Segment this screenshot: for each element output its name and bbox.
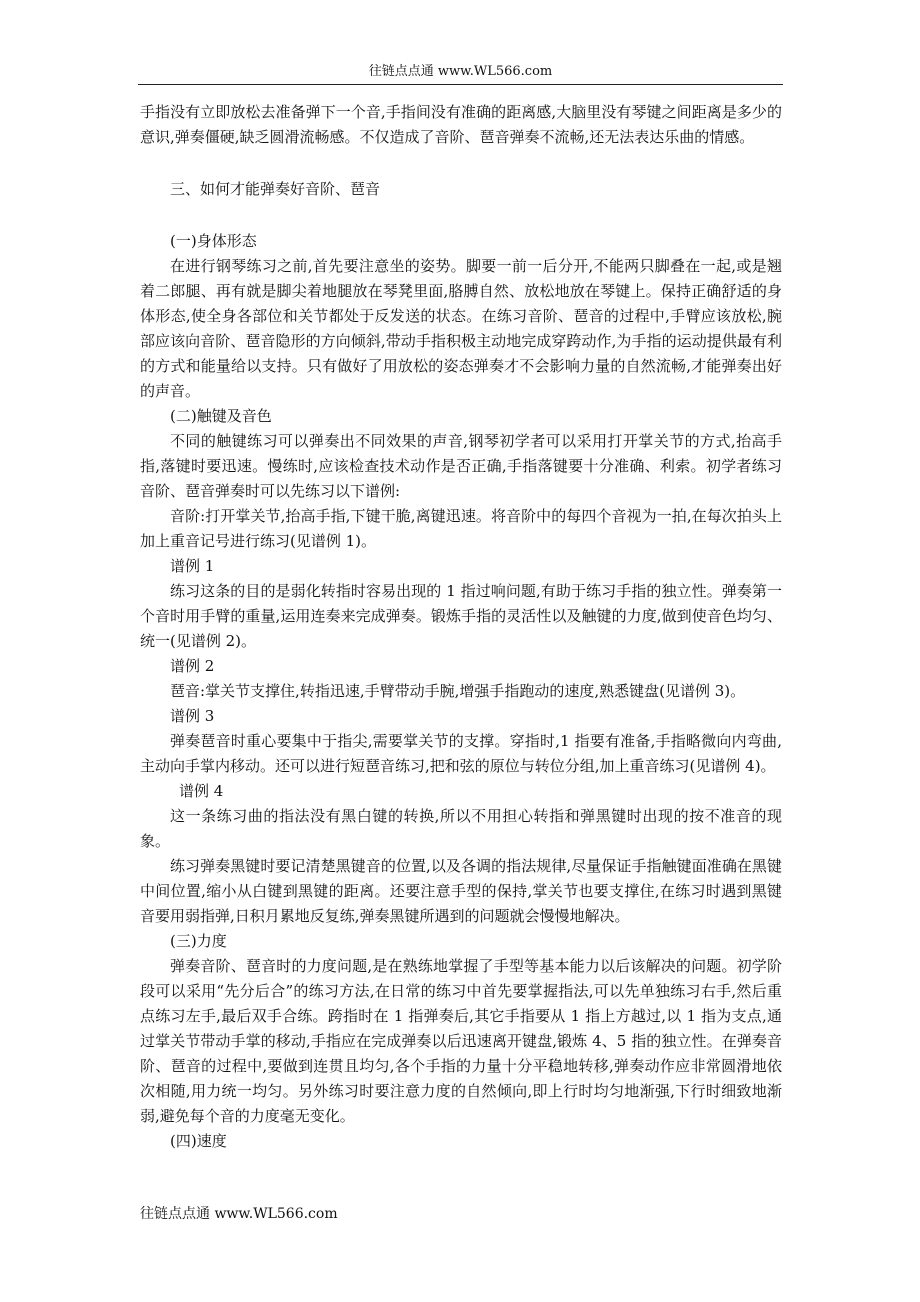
header-divider xyxy=(138,84,783,85)
paragraph-intro: 手指没有立即放松去准备弹下一个音,手指间没有准确的距离感,大脑里没有琴键之间距离是多少的意识,弹奏僵硬,缺乏圆滑流畅感。不仅造成了音阶、琶音弹奏不流畅,还无法表达乐曲的情感。 xyxy=(140,103,782,146)
page-header: 往链点点通 www.WL566.com xyxy=(368,64,553,79)
document-body xyxy=(140,100,782,1154)
example-label-1: 谱例 1 xyxy=(170,557,215,575)
paragraph-example-1: 练习这条的目的是弱化转指时容易出现的 1 指过响问题,有助于练习手指的独立性。弹奏第一个音时用手臂的重量,运用连奏来完成弹奏。锻炼手指的灵活性以及触键的力度,做到使音色均匀、统一(见谱例 2)。 xyxy=(140,582,782,650)
paragraph-example-4b: 练习弹奏黑键时要记清楚黑键音的位置,以及各调的指法规律,尽量保证手指触键面准确在黑键中间位置,缩小从白键到黑键的距离。还要注意手型的保持,掌关节也要支撑住,在练习时遇到黑键音要用弱指弹,日积月累地反复练,弹奏黑键所遇到的问题就会慢慢地解决。 xyxy=(140,857,782,925)
example-label-3: 谱例 3 xyxy=(170,707,215,725)
subsection-heading-posture: (一)身体形态 xyxy=(170,232,257,250)
paragraph-example-3: 弹奏琶音时重心要集中于指尖,需要掌关节的支撑。穿指时,1 指要有准备,手指略微向内弯曲,主动向手掌内移动。还可以进行短琶音练习,把和弦的原位与转位分组,加上重音练习(见谱例 4)。 xyxy=(140,732,782,775)
paragraph-scale: 音阶:打开掌关节,抬高手指,下键干脆,离键迅速。将音阶中的每四个音视为一拍,在每次拍头上加上重音记号进行练习(见谱例 1)。 xyxy=(140,507,782,550)
page-footer: 往链点点通 www.WL566.com xyxy=(140,1206,338,1222)
subsection-heading-dynamics: (三)力度 xyxy=(170,932,227,950)
paragraph-dynamics: 弹奏音阶、琶音时的力度问题,是在熟练地掌握了手型等基本能力以后该解决的问题。初学阶段可以采用“先分后合”的练习方法,在日常的练习中首先要掌握指法,可以先单独练习右手,然后重点练习左手,最后双手合练。跨指时在 1 指弹奏后,其它手指要从 1 指上方越过,以 1 指为支点,通过掌关节带动手掌的移动,手指应在完成弹奏以后迅速离开键盘,锻炼 4、5 指的独立性。在弹奏音阶、琶音的过程中,要做到连贯且均匀,各个手指的力量十分平稳地转移,弹奏动作应非常圆滑地依次相随,用力统一均匀。另外练习时要注意力度的自然倾向,即上行时均匀地渐强,下行时细致地渐弱,避免每个音的力度毫无变化。 xyxy=(140,957,782,1125)
section-heading: 三、如何才能弹奏好音阶、琶音 xyxy=(170,180,381,198)
paragraph-example-4a: 这一条练习曲的指法没有黑白键的转换,所以不用担心转指和弹黑键时出现的按不准音的现象。 xyxy=(140,807,782,850)
paragraph-arpeggio: 琶音:掌关节支撑住,转指迅速,手臂带动手腕,增强手指跑动的速度,熟悉键盘(见谱例 3)。 xyxy=(170,682,746,700)
paragraph-posture: 在进行钢琴练习之前,首先要注意坐的姿势。脚要一前一后分开,不能两只脚叠在一起,或是翘着二郎腿、再有就是脚尖着地腿放在琴凳里面,胳膊自然、放松地放在琴键上。保持正确舒适的身体形态,使全身各部位和关节都处于反发送的状态。在练习音阶、琶音的过程中,手臂应该放松,腕部应该向音阶、琶音隐形的方向倾斜,带动手指积极主动地完成穿跨动作,为手指的运动提供最有利的方式和能量给以支持。只有做好了用放松的姿态弹奏才不会影响力量的自然流畅,才能弹奏出好的声音。 xyxy=(140,257,782,400)
subsection-heading-touch: (二)触键及音色 xyxy=(170,407,272,425)
example-label-4: 谱例 4 xyxy=(179,782,224,800)
spacer xyxy=(140,150,782,177)
spacer xyxy=(140,202,782,229)
paragraph-touch: 不同的触键练习可以弹奏出不同效果的声音,钢琴初学者可以采用打开掌关节的方式,抬高手指,落键时要迅速。慢练时,应该检查技术动作是否正确,手指落键要十分准确、利索。初学者练习音阶、琶音弹奏时可以先练习以下谱例: xyxy=(140,432,782,500)
subsection-heading-speed: (四)速度 xyxy=(170,1132,227,1150)
example-label-2: 谱例 2 xyxy=(170,657,215,675)
